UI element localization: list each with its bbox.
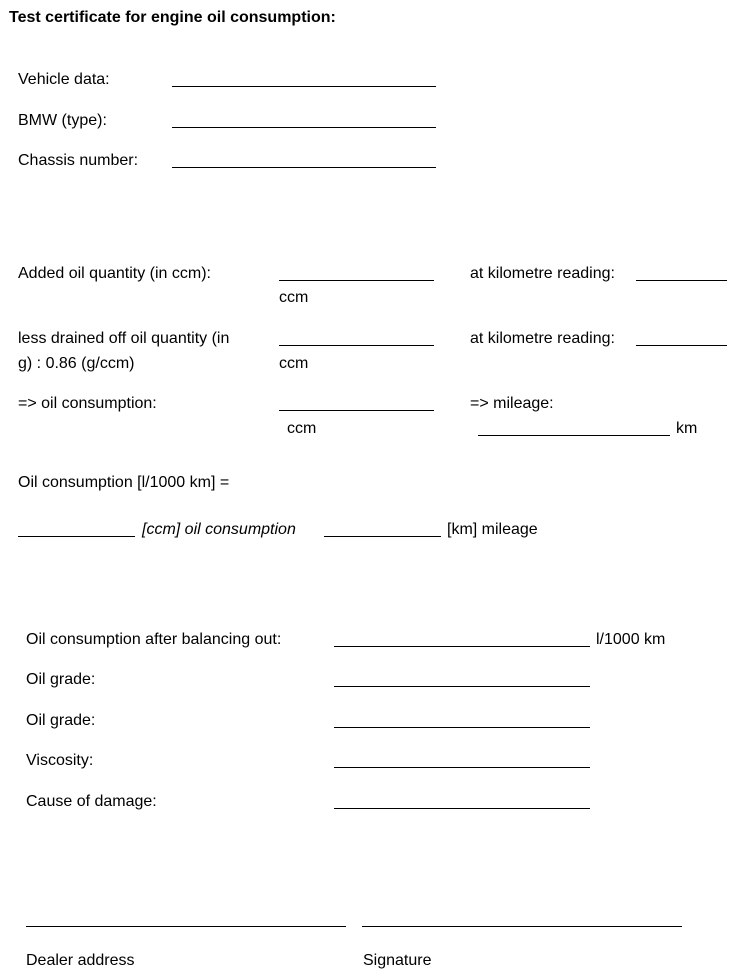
bmw-type-field[interactable] — [172, 127, 436, 128]
oil-grade-label-2: Oil grade: — [26, 712, 96, 729]
vehicle-data-label: Vehicle data: — [18, 71, 110, 88]
mileage-unit: km — [676, 420, 698, 437]
km-reading-label-2: at kilometre reading: — [470, 330, 615, 347]
bmw-type-label: BMW (type): — [18, 112, 107, 129]
page-title: Test certificate for engine oil consumption: — [9, 9, 336, 26]
oil-grade-field-2[interactable] — [334, 727, 590, 728]
formula-km-field[interactable] — [324, 536, 441, 537]
cause-of-damage-field[interactable] — [334, 808, 590, 809]
formula-ccm-field[interactable] — [18, 536, 135, 537]
km-reading-field-2[interactable] — [636, 345, 727, 346]
oil-consumption-label: => oil consumption: — [18, 395, 157, 412]
added-oil-unit: ccm — [279, 289, 309, 306]
drained-oil-label-line2: g) : 0.86 (g/ccm) — [18, 355, 135, 372]
mileage-label: => mileage: — [470, 395, 554, 412]
balancing-field[interactable] — [334, 646, 590, 647]
formula-ccm-term: [ccm] oil consumption — [142, 521, 296, 538]
drained-oil-field[interactable] — [279, 345, 434, 346]
viscosity-label: Viscosity: — [26, 752, 94, 769]
formula-heading: Oil consumption [l/1000 km] = — [18, 474, 230, 491]
dealer-address-label: Dealer address — [26, 952, 135, 969]
mileage-field[interactable] — [478, 435, 670, 436]
km-reading-field-1[interactable] — [636, 280, 727, 281]
signature-field[interactable] — [362, 926, 682, 927]
viscosity-field[interactable] — [334, 767, 590, 768]
oil-consumption-field[interactable] — [279, 410, 434, 411]
drained-oil-label-line1: less drained off oil quantity (in — [18, 330, 230, 347]
signature-label: Signature — [363, 952, 432, 969]
drained-oil-unit: ccm — [279, 355, 309, 372]
oil-grade-label-1: Oil grade: — [26, 671, 96, 688]
balancing-label: Oil consumption after balancing out: — [26, 631, 282, 648]
chassis-number-label: Chassis number: — [18, 152, 139, 169]
oil-consumption-unit: ccm — [287, 420, 317, 437]
added-oil-label: Added oil quantity (in ccm): — [18, 265, 211, 282]
cause-of-damage-label: Cause of damage: — [26, 793, 157, 810]
balancing-unit: l/1000 km — [596, 631, 666, 648]
formula-km-term: [km] mileage — [447, 521, 538, 538]
oil-grade-field-1[interactable] — [334, 686, 590, 687]
vehicle-data-field[interactable] — [172, 86, 436, 87]
chassis-number-field[interactable] — [172, 167, 436, 168]
added-oil-field[interactable] — [279, 280, 434, 281]
dealer-address-field[interactable] — [26, 926, 346, 927]
km-reading-label-1: at kilometre reading: — [470, 265, 615, 282]
